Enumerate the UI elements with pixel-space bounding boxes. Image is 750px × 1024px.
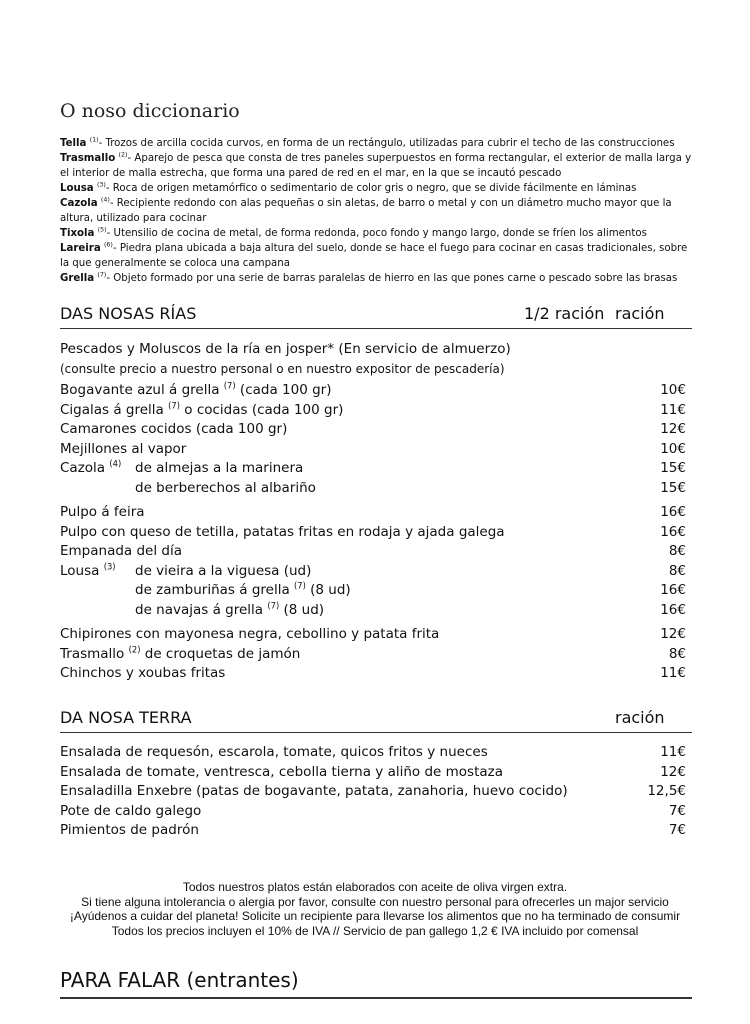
menu-item-name: Ensaladilla Enxebre (patas de bogavante, patata, zanahoria, huevo cocido) — [60, 783, 568, 799]
dictionary-definition: - Recipiente redondo con alas pequeñas o sin aletas, de barro o metal y con un diámetro mucho mayor que la altura, utilizado para cocinar — [60, 198, 672, 224]
menu-item — [60, 420, 686, 440]
menu-item-name-suffix: o cocidas (cada 100 gr) — [179, 401, 344, 418]
dictionary-list — [60, 136, 695, 286]
menu-item-note: (7) — [223, 380, 236, 391]
menu-item-price: 16€ — [660, 582, 686, 598]
menu-item-price: 8€ — [668, 645, 686, 662]
menu-item-price: 8€ — [668, 543, 686, 559]
menu-item-price: 12€ — [660, 421, 686, 437]
menu-item — [60, 381, 686, 401]
rias-full-label: ración — [615, 304, 665, 323]
dictionary-note: (1) — [89, 136, 99, 144]
menu-item-price: 8€ — [668, 562, 686, 579]
menu-item-price: 12€ — [660, 763, 686, 780]
menu-item-label — [60, 763, 503, 783]
menu-item-name: Pote de caldo galego — [60, 802, 202, 819]
menu-item-variant-name: de vieira a la viguesa (ud) — [135, 562, 312, 579]
menu-item-label — [60, 523, 505, 543]
dictionary-note: (2) — [118, 151, 128, 159]
menu-item — [60, 542, 686, 562]
menu-item — [60, 763, 686, 783]
menu-item — [60, 503, 686, 523]
menu-item-price: 12€ — [660, 626, 686, 642]
menu-item-name: Empanada del día — [60, 543, 182, 559]
menu-item — [60, 562, 686, 582]
menu-item-price: 11€ — [660, 744, 686, 760]
menu-item-price: 10€ — [660, 382, 686, 398]
footer-notes — [60, 880, 690, 938]
menu-item-label — [60, 802, 201, 822]
falar-title: PARA FALAR (entrantes) — [60, 968, 299, 992]
rias-intro-note: (consulte precio a nuestro personal o en nuestro expositor de pescadería) — [60, 361, 505, 376]
dictionary-definition: - Roca de origen metamórfico o sedimentario de color gris o negro, que se divide fácilmente en láminas — [105, 183, 637, 194]
menu-item-variant-name: de zamburiñas á grella — [135, 582, 295, 598]
terra-header — [60, 706, 692, 733]
menu-item-variant — [135, 479, 316, 499]
menu-item-price: 10€ — [660, 440, 686, 457]
menu-item-label — [60, 625, 439, 645]
menu-item-price: 16€ — [660, 601, 686, 618]
menu-item-name: Ensalada de requesón, escarola, tomate, quicos fritos y nueces — [60, 744, 488, 760]
dictionary-entry — [60, 226, 695, 241]
menu-item-note: (2) — [128, 644, 141, 654]
menu-item-name: Cazola — [60, 460, 110, 476]
dictionary-definition: - Aparejo de pesca que consta de tres paneles superpuestos en forma rectangular, el exterior de malla larga y el interior de malla estrecha, que forma una pared de red en el mar, en la que se incautó pescado — [60, 153, 692, 179]
rias-items — [60, 381, 686, 684]
menu-item-price: 16€ — [660, 523, 686, 540]
menu-item-name: Pulpo con queso de tetilla, patatas fritas en rodaja y ajada galega — [60, 523, 505, 540]
menu-item-price: 11€ — [660, 401, 686, 418]
menu-item-note: (7) — [168, 400, 180, 410]
dictionary-definition: - Trozos de arcilla cocida curvos, en forma de un rectángulo, utilizadas para cubrir el techo de las construcciones — [98, 138, 675, 149]
dictionary-term: Grella — [60, 273, 95, 284]
dictionary-note: (6) — [103, 241, 113, 249]
menu-item-label — [60, 401, 343, 421]
menu-item-variant-note: (7) — [267, 600, 280, 610]
menu-item-price: 12,5€ — [647, 783, 686, 799]
rias-half-label: 1/2 ración — [524, 304, 605, 323]
menu-item-price: 7€ — [668, 802, 686, 819]
dictionary-title: O noso diccionario — [60, 100, 240, 122]
menu-item-note: (4) — [109, 458, 122, 469]
menu-item-price: 16€ — [660, 504, 686, 520]
dictionary-entry — [60, 136, 695, 151]
menu-item-name-suffix: de croquetas de jamón — [140, 645, 301, 662]
menu-item-variant-suffix: (8 ud) — [279, 601, 325, 618]
menu-item — [60, 459, 686, 479]
menu-item-label — [60, 562, 116, 582]
dictionary-note: (5) — [97, 226, 107, 234]
terra-full-label: ración — [615, 708, 665, 727]
menu-item-variant — [135, 562, 311, 582]
menu-item-label — [60, 420, 287, 440]
menu-item — [60, 664, 686, 684]
footer-line: Todos nuestros platos están elaborados con aceite de oliva virgen extra. — [182, 880, 568, 894]
menu-item-variant-suffix: (8 ud) — [305, 582, 351, 598]
menu-item-name: Bogavante azul á grella — [60, 382, 224, 398]
menu-item — [60, 523, 686, 543]
menu-item-note: (3) — [103, 561, 116, 571]
menu-item-name: Chinchos y xoubas fritas — [60, 665, 226, 681]
dictionary-term: Lousa — [60, 183, 94, 194]
dictionary-term: Lareira — [60, 243, 101, 254]
menu-item-name: Cigalas á grella — [60, 401, 169, 418]
footer-line: Todos los precios incluyen el 10% de IVA // Servicio de pan gallego 1,2 € IVA incluido por comensal — [111, 923, 639, 938]
menu-item-variant-name: de navajas á grella — [135, 601, 268, 618]
menu-item-name: Ensalada de tomate, ventresca, cebolla tierna y aliño de mostaza — [60, 763, 503, 780]
dictionary-note: (3) — [96, 181, 106, 189]
footer-line: ¡Ayúdenos a cuidar del planeta! Solicite un recipiente para llevarse los alimentos que no ha terminado de consumir — [69, 909, 681, 923]
menu-item-name-suffix: (cada 100 gr) — [235, 382, 332, 398]
rias-header — [60, 302, 692, 329]
menu-item — [60, 743, 686, 763]
menu-item-label — [60, 459, 121, 479]
rias-title: DAS NOSAS RÍAS — [60, 304, 197, 323]
menu-item — [60, 821, 686, 841]
terra-title: DA NOSA TERRA — [60, 708, 192, 727]
menu-item — [60, 601, 686, 621]
dictionary-definition: - Piedra plana ubicada a baja altura del suelo, donde se hace el fuego para cocinar en casas tradicionales, sobre la que generalmente se coloca una campana — [60, 243, 688, 269]
menu-item-label — [60, 743, 488, 763]
menu-item — [60, 581, 686, 601]
footer-line: Si tiene alguna intolerancia o alergia por favor, consulte con nuestro personal para ofrecerles un major servicio — [81, 894, 669, 909]
menu-item-label — [60, 821, 199, 841]
menu-item — [60, 401, 686, 421]
dictionary-definition: - Utensilio de cocina de metal, de forma redonda, poco fondo y mango largo, donde se fríen los alimentos — [106, 228, 647, 239]
menu-item-label — [60, 782, 568, 802]
menu-item-label — [60, 503, 145, 523]
dictionary-note: (4) — [100, 196, 110, 204]
rias-intro — [60, 340, 686, 378]
dictionary-entry — [60, 241, 695, 271]
falar-header — [60, 966, 692, 999]
menu-item-variant — [135, 581, 351, 601]
terra-items — [60, 743, 686, 841]
dictionary-entry — [60, 271, 695, 286]
dictionary-note: (7) — [97, 271, 107, 279]
menu-item-label — [60, 542, 182, 562]
menu-item-price: 15€ — [660, 460, 686, 476]
rias-intro-line: Pescados y Moluscos de la ría en josper* (En servicio de almuerzo) — [60, 341, 511, 357]
menu-item-name: Lousa — [60, 562, 104, 579]
menu-item — [60, 479, 686, 499]
dictionary-term: Tixola — [60, 228, 95, 239]
dictionary-entry — [60, 181, 695, 196]
menu-item-label — [60, 440, 186, 460]
menu-item-name: Camarones cocidos (cada 100 gr) — [60, 421, 288, 437]
menu-item — [60, 782, 686, 802]
menu-item — [60, 625, 686, 645]
menu-item-price: 11€ — [660, 665, 686, 681]
menu-item-name: Trasmallo — [60, 645, 129, 662]
dictionary-definition: - Objeto formado por una serie de barras paralelas de hierro en las que pones carne o pescado sobre las brasas — [106, 273, 678, 284]
dictionary-term: Trasmallo — [60, 153, 116, 164]
menu-item-label — [60, 664, 225, 684]
menu-item-price: 15€ — [660, 479, 686, 496]
menu-item-price: 7€ — [668, 822, 686, 838]
menu-item-variant — [135, 459, 303, 479]
menu-item-label — [60, 645, 300, 665]
menu-item-label — [60, 381, 331, 401]
dictionary-entry — [60, 151, 695, 181]
menu-item-name: Pimientos de padrón — [60, 822, 199, 838]
menu-item-name: Chipirones con mayonesa negra, cebollino y patata frita — [60, 626, 440, 642]
menu-item-variant-note: (7) — [294, 580, 306, 591]
menu-item-name: Pulpo á feira — [60, 504, 145, 520]
dictionary-entry — [60, 196, 695, 226]
menu-item-variant-name: de almejas a la marinera — [135, 460, 304, 476]
menu-item-name: Mejillones al vapor — [60, 440, 187, 457]
dictionary-term: Tella — [60, 138, 87, 149]
menu-item-variant-name: de berberechos al albariño — [135, 479, 316, 496]
menu-item — [60, 802, 686, 822]
menu-item — [60, 440, 686, 460]
dictionary-term: Cazola — [60, 198, 98, 209]
menu-item-variant — [135, 601, 324, 621]
menu-item — [60, 645, 686, 665]
